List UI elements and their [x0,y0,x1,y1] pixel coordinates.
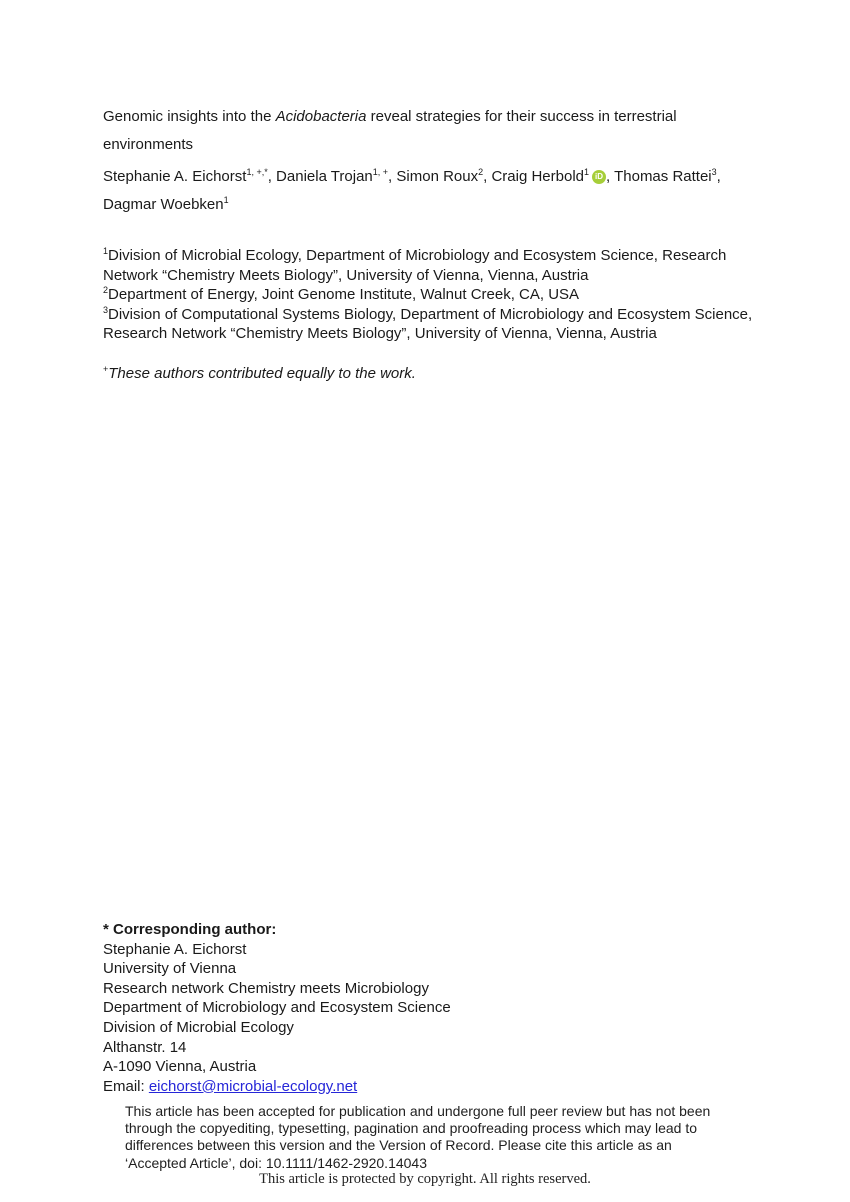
copyright-notice: This article is protected by copyright. All rights reserved. [259,1171,591,1187]
affiliation-item [103,246,767,285]
corresponding-author-block [103,920,767,1096]
equal-contribution-note [103,364,767,384]
author-separator: , [388,168,397,185]
email-link[interactable]: eichorst@microbial-ecology.net [148,1077,358,1095]
equal-contribution-text: These authors contributed equally to the work. [108,365,416,382]
orcid-icon[interactable]: iD [592,170,606,184]
author-affiliation-marks: 3 [711,167,717,177]
author-name: Daniela Trojan [276,168,373,185]
author-affiliation-marks: 1 [223,195,229,205]
affiliation-item [103,305,767,344]
corresponding-author-line: Division of Microbial Ecology [103,1018,294,1036]
email-label: Email: [103,1077,149,1095]
author-affiliation-marks: 1 [584,167,590,177]
author-name: Stephanie A. Eichorst [103,168,247,185]
affiliations-list [103,246,767,344]
paper-title [103,103,767,159]
affiliation-number: 3 [103,304,109,315]
corresponding-author-line: University of Vienna [103,960,237,978]
author-line [103,163,767,219]
corresponding-author-line: Department of Microbiology and Ecosystem Science [103,999,451,1017]
affiliation-text: Department of Energy, Joint Genome Institute, Walnut Creek, CA, USA [108,286,580,303]
affiliation-item [103,285,767,305]
title-run2: reveal strategies for their success in terrestrial environments [103,108,677,153]
author-affiliation-marks: 2 [478,167,484,177]
author-separator: , [716,168,721,185]
corresponding-email-line [103,1077,767,1097]
author-separator: , [267,168,277,185]
affiliation-number: 1 [103,246,109,256]
author-separator: , [483,168,492,185]
accepted-article-disclaimer: This article has been accepted for publication and undergone full peer review but has not been through the copyediting, typesetting, pagination and proofreading process which may lead to differences between this version and the Version of Record. Please cite this article as an ‘Accepted Article’, doi: 10.1111/1462-2920.14043 [125,1103,711,1171]
author-name: Craig Herbold [491,168,584,185]
corresponding-author-label: * Corresponding author: [103,921,277,938]
author-name: Simon Roux [396,168,479,185]
title-run1: Genomic insights into the [103,108,276,125]
affiliation-number: 2 [103,285,109,295]
author-affiliation-marks: 1, + [372,167,389,177]
title-italic-genus: Acidobacteria [275,108,367,125]
author-name: Thomas Rattei [614,168,712,185]
corresponding-author-line: Research network Chemistry meets Microbiology [103,979,429,997]
corresponding-author-line: A-1090 Vienna, Austria [103,1058,257,1076]
author-name: Dagmar Woebken [103,196,224,213]
affiliation-text: Division of Microbial Ecology, Department of Microbiology and Ecosystem Science, Research Network “Chemistry Meets Biology”, University of Vienna, Vienna, Austria [103,247,727,284]
corresponding-author-line: Althanstr. 14 [103,1038,187,1056]
author-separator: , [606,168,615,185]
author-affiliation-marks: 1, +,* [246,167,268,177]
affiliation-text: Division of Computational Systems Biology, Department of Microbiology and Ecosystem Science, Research Network “Chemistry Meets Biology”, University of Vienna, Vienna, Austria [103,305,753,342]
corresponding-author-line: Stephanie A. Eichorst [103,940,247,958]
equal-contribution-mark: + [103,364,109,374]
